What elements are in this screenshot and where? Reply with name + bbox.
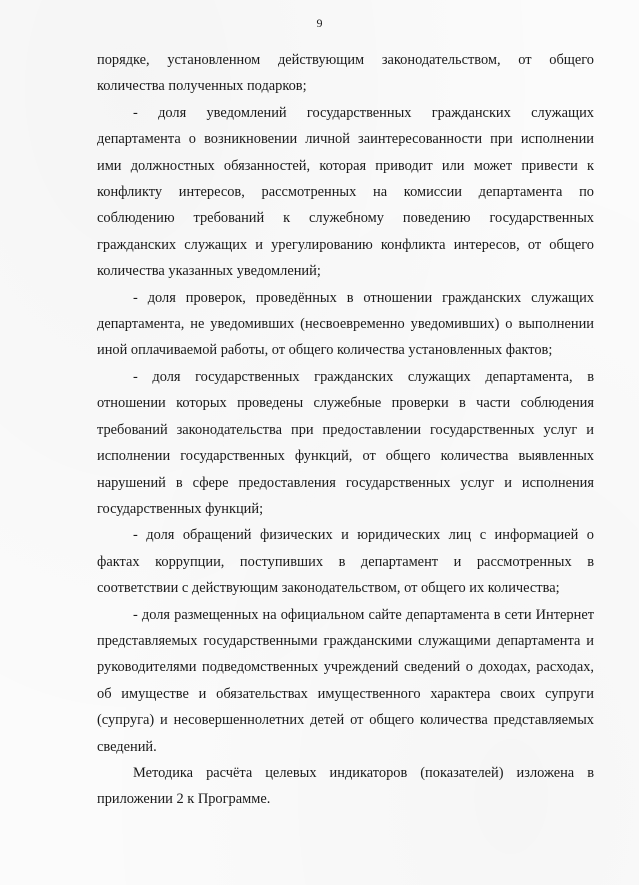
- paragraph-service-inspections: - доля государственных гражданских служащих департамента, в отношении которых проведены служебные проверки в части соблюдения требований законодательства при предоставлении государственных услуг и исполнении государственных функций, от общего количества выявленных нарушений в сфере предоставления государственных услуг и исполнения государственных функций;: [97, 368, 594, 517]
- paragraph-corruption-appeals: - доля обращений физических и юридических лиц с информацией о фактах коррупции, поступивших в департамент и рассмотренных в соответствии с действующим законодательством, от общего их количества;: [97, 527, 594, 597]
- paragraph-conflict-interest-notifications: - доля уведомлений государственных гражданских служащих департамента о возникновении личной заинтересованности при исполнении ими должностных обязанностей, которая приводит или может привести к конфликту интересов, рассмотренных на комиссии департамента по соблюдению требований к служебному поведению государственных гражданских служащих и урегулированию конфликта интересов, от общего количества указанных уведомлений;: [97, 104, 594, 280]
- paragraph-methodology-reference: Методика расчёта целевых индикаторов (показателей) изложена в приложении 2 к Программе.: [97, 764, 594, 808]
- paragraph-paid-work-checks: - доля проверок, проведённых в отношении гражданских служащих департамента, не уведомивших (несвоевременно уведомивших) о выполнении иной оплачиваемой работы, от общего количества установленных фактов;: [97, 289, 594, 359]
- document-body: [97, 47, 594, 813]
- page-number: 9: [316, 16, 323, 30]
- paragraph-income-declarations: - доля размещенных на официальном сайте департамента в сети Интернет представляемых государственными гражданскими служащими департамента и руководителями подведомственных учреждений сведений о доходах, расходах, об имуществе и обязательствах имущественного характера своих супруги (супруга) и несовершеннолетних детей от общего количества представляемых сведений.: [97, 606, 594, 755]
- paragraph-gifts-continuation: порядке, установленном действующим законодательством, от общего количества полученных подарков;: [97, 52, 594, 95]
